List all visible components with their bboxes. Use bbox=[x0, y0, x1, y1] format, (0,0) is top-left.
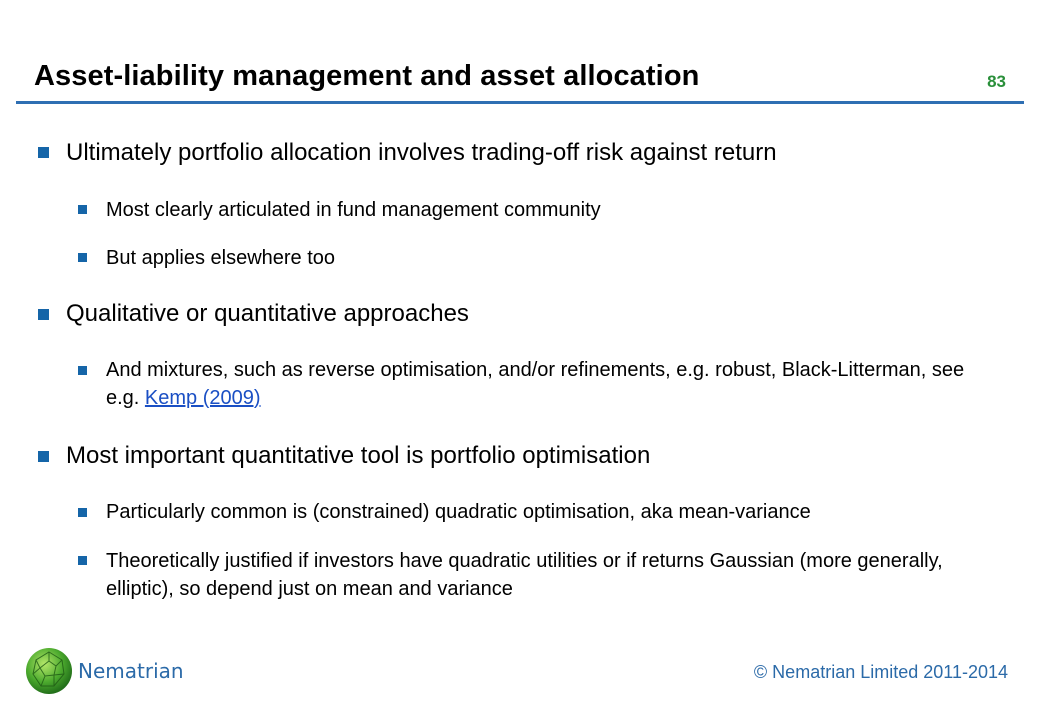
bullet-level2: Most clearly articulated in fund management community bbox=[106, 199, 601, 221]
slide-title: Asset-liability management and asset allocation bbox=[34, 60, 700, 92]
square-bullet-icon bbox=[38, 309, 49, 320]
square-bullet-icon bbox=[78, 508, 87, 517]
square-bullet-icon bbox=[38, 147, 49, 158]
kemp-2009-link[interactable]: Kemp (2009) bbox=[144, 387, 261, 409]
square-bullet-icon bbox=[78, 253, 87, 262]
square-bullet-icon bbox=[78, 205, 87, 214]
bullet-level1: Qualitative or quantitative approaches bbox=[66, 300, 469, 327]
bullet-text: And mixtures, such as reverse optimisation, and/or refinements, e.g. robust, Black-Litterman, see e.g. bbox=[106, 359, 965, 409]
bullet-level1: Most important quantitative tool is portfolio optimisation bbox=[66, 442, 651, 469]
bullet-level2 bbox=[106, 356, 986, 412]
bullet-level2: Particularly common is (constrained) quadratic optimisation, aka mean-variance bbox=[106, 501, 811, 523]
page-number: 83 bbox=[987, 72, 1006, 91]
bullet-level2: Theoretically justified if investors have quadratic utilities or if returns Gaussian (more generally, elliptic), so depend just on mean and variance bbox=[106, 550, 943, 600]
footer-copyright: © Nematrian Limited 2011-2014 bbox=[753, 662, 1008, 682]
square-bullet-icon bbox=[78, 366, 87, 375]
nematrian-logo-icon bbox=[24, 646, 74, 696]
bullet-level1: Ultimately portfolio allocation involves trading-off risk against return bbox=[66, 139, 777, 166]
square-bullet-icon bbox=[38, 451, 49, 462]
bullet-level2: But applies elsewhere too bbox=[106, 247, 336, 269]
footer-brand: Nematrian bbox=[78, 659, 184, 683]
square-bullet-icon bbox=[78, 556, 87, 565]
title-divider bbox=[16, 101, 1024, 104]
